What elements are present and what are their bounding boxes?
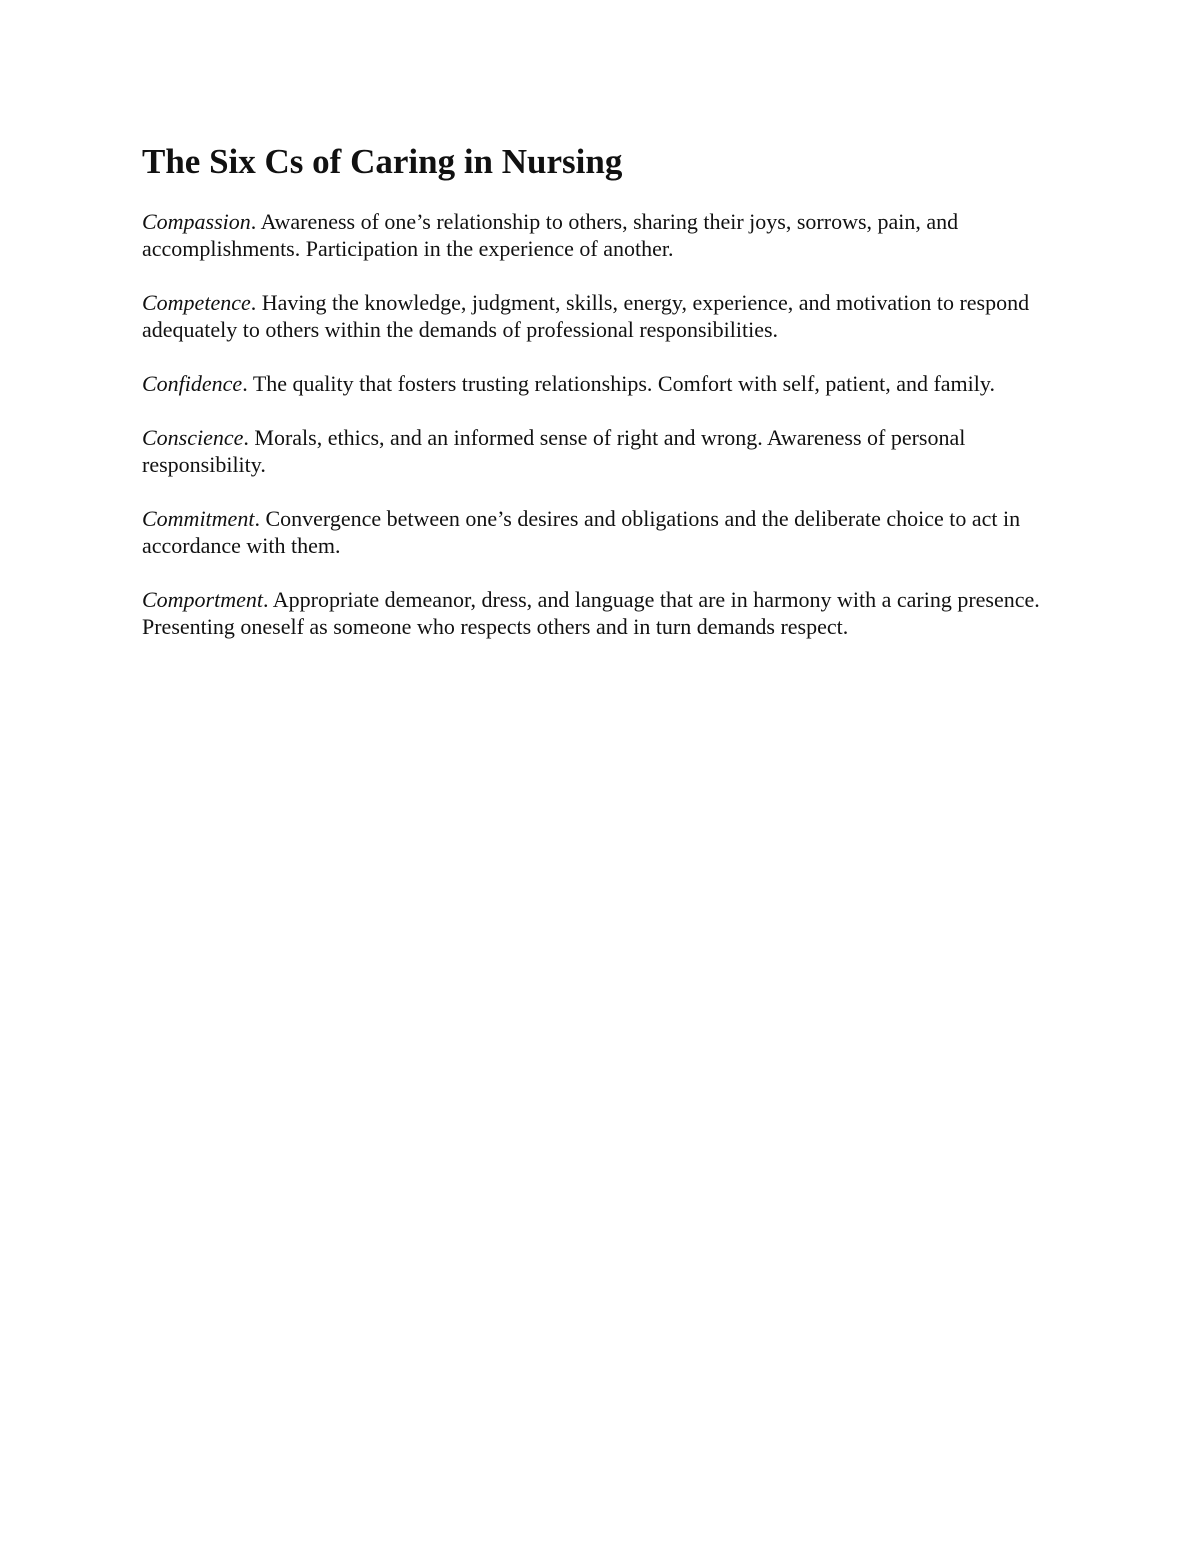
term-separator: . xyxy=(263,587,273,612)
caring-definitions xyxy=(142,208,1070,640)
definition-comportment xyxy=(142,586,1070,640)
definition-text-conscience: Morals, ethics, and an informed sense of right and wrong. Awareness of personal responsibility. xyxy=(142,425,966,477)
definition-confidence xyxy=(142,370,1070,397)
definition-text-comportment: Appropriate demeanor, dress, and language that are in harmony with a caring presence. Presenting oneself as someone who respects others and in turn demands respect. xyxy=(142,587,1040,639)
term-competence: Competence xyxy=(142,290,251,315)
term-separator: . xyxy=(242,371,253,396)
term-comportment: Comportment xyxy=(142,587,263,612)
term-separator: . xyxy=(254,506,266,531)
definition-text-competence: Having the knowledge, judgment, skills, energy, experience, and motivation to respond adequately to others within the demands of professional responsibilities. xyxy=(142,290,1030,342)
definition-compassion xyxy=(142,208,1070,262)
definition-commitment xyxy=(142,505,1070,559)
definition-text-commitment: Convergence between one’s desires and obligations and the deliberate choice to act in accordance with them. xyxy=(142,506,1021,558)
definition-text-confidence: The quality that fosters trusting relationships. Comfort with self, patient, and family. xyxy=(252,371,995,396)
term-separator: . xyxy=(250,290,262,315)
definition-competence xyxy=(142,289,1070,343)
term-commitment: Commitment xyxy=(142,506,255,531)
definition-text-compassion: Awareness of one’s relationship to others, sharing their joys, sorrows, pain, and accomplishments. Participation in the experience of another. xyxy=(142,209,959,261)
term-compassion: Compassion xyxy=(142,209,251,234)
term-separator: . xyxy=(243,425,255,450)
definition-conscience xyxy=(142,424,1070,478)
term-conscience: Conscience xyxy=(142,425,244,450)
document-title: The Six Cs of Caring in Nursing xyxy=(142,142,623,181)
term-separator: . xyxy=(250,209,261,234)
term-confidence: Confidence xyxy=(142,371,243,396)
